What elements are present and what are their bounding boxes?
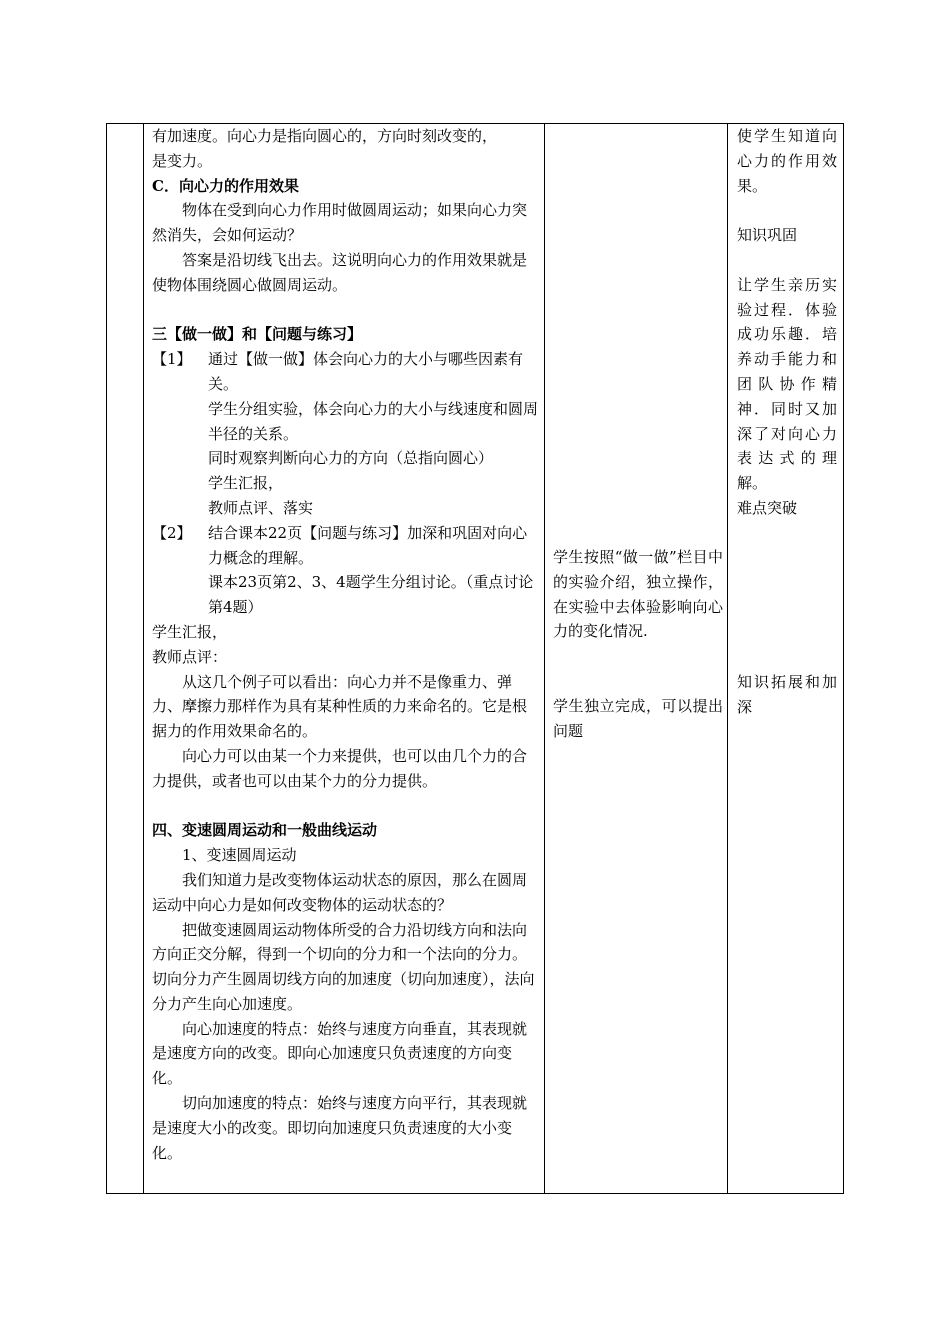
- list-item: [152, 347, 540, 397]
- paragraph: 我们知道力是改变物体运动状态的原因，那么在圆周运动中向心力是如何改变物体的运动状态的？: [152, 870, 528, 914]
- paragraph: 向心力可以由某一个力来提供，也可以由几个力的合力提供，或者也可以由某个力的分力提供。: [152, 746, 528, 790]
- section-heading: 四、变速圆周运动和一般曲线运动: [152, 821, 378, 840]
- list-item: [152, 521, 540, 571]
- item-text: 结合课本22页【问题与练习】加深和巩固对向心力概念的理解。: [208, 523, 528, 567]
- section-heading: 三【做一做】和【问题与练习】: [152, 325, 363, 344]
- content-line: 有加速度。向心力是指向圆心的，方向时刻改变的，: [152, 127, 498, 145]
- item-subline: 课本23页第2、3、4题学生分组讨论。（重点讨论第4题）: [208, 573, 534, 617]
- column-divider: [544, 124, 545, 1193]
- content-line: 是变力。: [152, 151, 213, 170]
- student-activity-text: 学生按照“做一做”栏目中的实验介绍，独立操作，在实验中去体验影响向心力的变化情况.: [553, 548, 723, 641]
- paragraph: 物体在受到向心力作用时做圆周运动；如果向心力突然消失，会如何运动？: [152, 201, 528, 245]
- paragraph: 答案是沿切线飞出去。这说明向心力的作用效果就是使物体围绕圆心做圆周运动。: [152, 250, 528, 294]
- teaching-content-cell: [152, 124, 540, 1165]
- column-divider: [727, 124, 728, 1193]
- paragraph: 从这几个例子可以看出：向心力并不是像重力、弹力、摩擦力那样作为具有某种性质的力来命名的。它是根据力的作用效果命名的。: [152, 672, 528, 741]
- intent-note: 知识巩固: [737, 226, 798, 245]
- paragraph: 向心加速度的特点：始终与速度方向垂直，其表现就是速度方向的改变。即向心加速度只负责速度的方向变化。: [152, 1019, 528, 1088]
- intent-note: 让学生亲历实验过程．体验成功乐趣．培养动手能力和团队协作精神．同时又加深了对向心力表达式的理解。: [737, 275, 837, 493]
- item-subline: 学生分组实验，体会向心力的大小与线速度和圆周半径的关系。: [208, 399, 539, 443]
- item-subline: 学生汇报，: [208, 474, 284, 493]
- intent-note: 知识拓展和加深: [737, 672, 837, 716]
- student-activity-text: 学生独立完成，可以提出问题: [553, 697, 723, 740]
- lesson-table: [106, 123, 844, 1194]
- section-heading: C．向心力的作用效果: [152, 176, 299, 195]
- intent-note: 使学生知道向心力的作用效果。: [737, 127, 837, 195]
- intent-note: 难点突破: [737, 498, 798, 517]
- item-number: 【2】: [152, 523, 192, 542]
- item-text: 通过【做一做】体会向心力的大小与哪些因素有关。: [208, 350, 524, 393]
- subheading: 1、变速圆周运动: [182, 846, 297, 865]
- content-line: 教师点评：: [152, 647, 228, 666]
- item-number: 【1】: [152, 350, 192, 369]
- paragraph: 把做变速圆周运动物体所受的合力沿切线方向和法向方向正交分解，得到一个切向的分力和一个法向的分力。切向分力产生圆周切线方向的加速度（切向加速度），法向分力产生向心加速度。: [152, 920, 535, 1013]
- design-intent-cell: [737, 124, 837, 719]
- student-activity-cell: [553, 124, 723, 744]
- paragraph: 切向加速度的特点：始终与速度方向平行，其表现就是速度大小的改变。即切向加速度只负责速度的大小变化。: [152, 1094, 528, 1162]
- item-subline: 教师点评、落实: [208, 498, 314, 517]
- item-subline: 同时观察判断向心力的方向（总指向圆心）: [208, 449, 494, 468]
- content-line: 学生汇报，: [152, 622, 228, 641]
- column-divider: [143, 124, 144, 1193]
